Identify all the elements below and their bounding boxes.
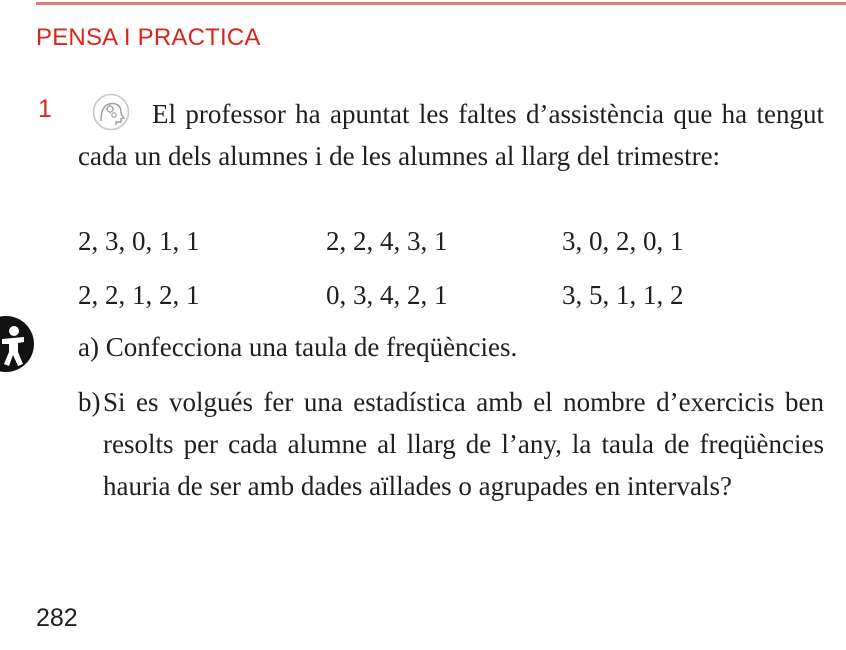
data-group: 3, 5, 1, 1, 2 xyxy=(562,280,684,310)
item-label: a) xyxy=(78,332,99,362)
item-a xyxy=(78,326,824,368)
section-title: PENSA I PRACTICA xyxy=(36,24,261,51)
data-group: 2, 3, 0, 1, 1 xyxy=(78,226,200,256)
top-divider xyxy=(36,2,846,5)
data-group: 0, 3, 4, 2, 1 xyxy=(326,280,448,310)
accessibility-icon[interactable] xyxy=(0,316,34,372)
item-label: b) xyxy=(78,387,101,417)
data-group: 2, 2, 4, 3, 1 xyxy=(326,226,448,256)
item-text: Si es volgués fer una estadística amb el nombre d’exercicis ben resolts per cada alumne al llarg de l’any, la taula de freqüències hauria de ser amb dades aïllades o agrupades en intervals? xyxy=(103,387,824,501)
page-number: 282 xyxy=(36,604,78,632)
exercise-number: 1 xyxy=(38,95,52,123)
data-group: 3, 0, 2, 0, 1 xyxy=(562,226,684,256)
item-text: Confecciona una taula de freqüències. xyxy=(105,332,518,362)
item-b xyxy=(78,381,824,507)
exercise-statement: El professor ha apuntat les faltes d’assistència que ha tengut cada un dels alumnes i de les alumnes al llarg del trimestre: xyxy=(78,99,824,171)
data-group: 2, 2, 1, 2, 1 xyxy=(78,280,200,310)
